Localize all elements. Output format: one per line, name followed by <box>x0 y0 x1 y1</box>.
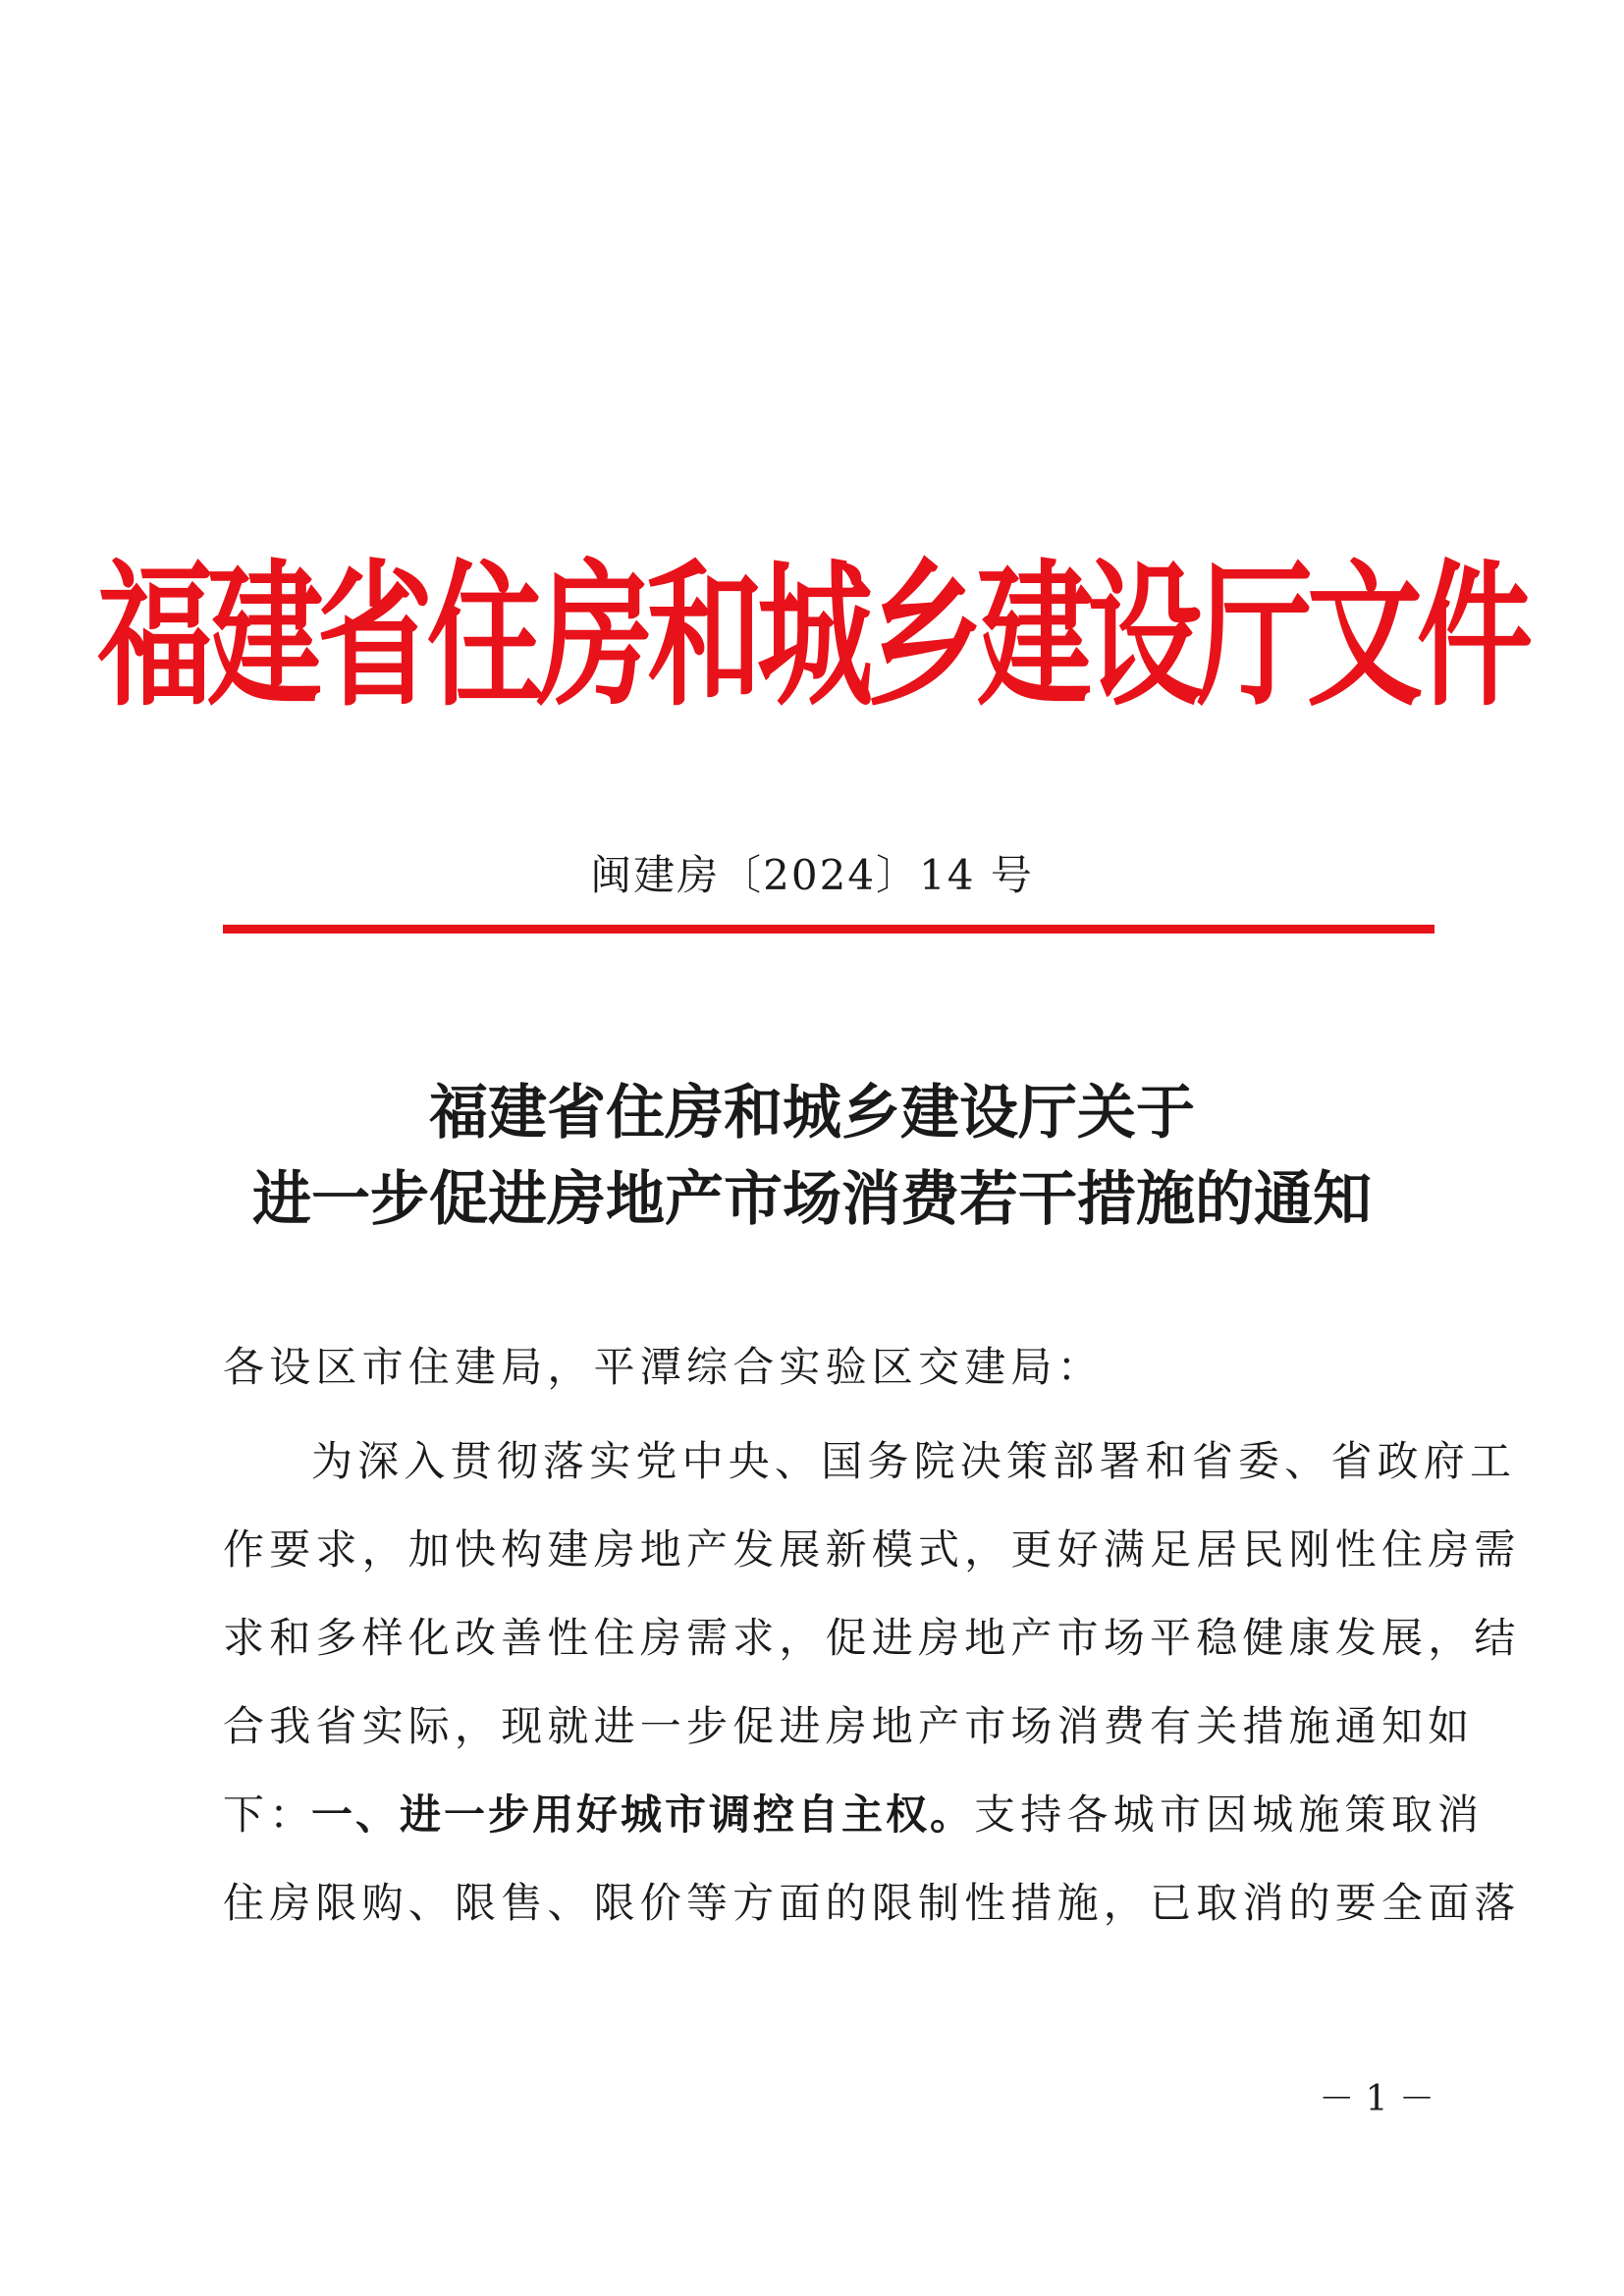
document-title <box>0 1070 1624 1243</box>
masthead-title: 福建省住房和城乡建设厅文件 <box>96 543 1527 728</box>
intro-line-4: 合我省实际，现就进一步促进房地产市场消费有关措施通知如 <box>223 1702 1475 1750</box>
intro-line-5: 下： <box>223 1790 316 1839</box>
document-title-line-2: 进一步促进房地产市场消费若干措施的通知 <box>252 1165 1372 1234</box>
intro-line-3: 求和多样化改善性住房需求，促进房地产市场平稳健康发展，结 <box>223 1614 1521 1662</box>
section-1-line-1-rest: 支持各城市因城施策取消 <box>974 1790 1485 1839</box>
section-1-paragraph <box>223 1771 1521 1948</box>
section-1-heading: 一、进一步用好城市调控自主权。 <box>311 1790 975 1839</box>
section-1-line-1 <box>223 1771 1485 1859</box>
section-1-line-2: 住房限购、限售、限价等方面的限制性措施，已取消的要全面落 <box>223 1879 1521 1927</box>
red-divider <box>223 925 1435 934</box>
document-number: 闽建房〔2024〕14 号 <box>590 851 1034 899</box>
document-title-line-1: 福建省住房和城乡建设厅关于 <box>429 1079 1195 1148</box>
intro-line-1: 为深入贯彻落实党中央、国务院决策部署和省委、省政府工 <box>311 1437 1517 1485</box>
intro-line-2: 作要求，加快构建房地产发展新模式，更好满足居民刚性住房需 <box>223 1525 1521 1574</box>
page-number: － 1 － <box>1319 2079 1435 2119</box>
addressee: 各设区市住建局，平潭综合实验区交建局： <box>223 1343 1104 1391</box>
